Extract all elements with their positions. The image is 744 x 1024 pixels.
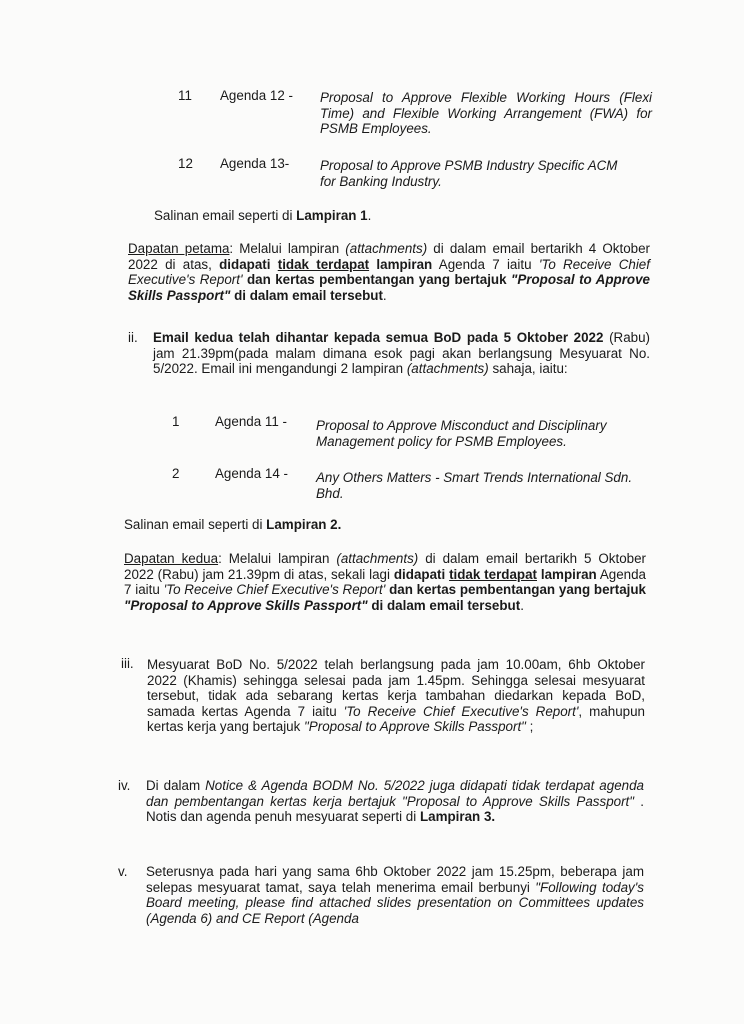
agenda-description: Proposal to Approve PSMB Industry Specific ACM for Banking Industry. <box>320 158 618 189</box>
finding-heading: Dapatan petama <box>128 241 230 256</box>
agenda-label: Agenda 13- <box>220 156 290 171</box>
item-text: Di dalam <box>146 778 206 793</box>
finding-text: di dalam email tersebut <box>230 287 383 303</box>
agenda-label: Agenda 11 - <box>215 414 287 429</box>
item-marker: iii. <box>121 656 134 671</box>
finding-text: lampiran <box>537 566 597 582</box>
finding-text: : Melalui lampiran <box>218 551 337 566</box>
email-copy-text: Salinan email seperti di <box>124 517 267 532</box>
agenda-description: Proposal to Approve Flexible Working Hours (Flexi Time) and Flexible Working Arrangement (FWA) for PSMB Employees. <box>320 90 652 136</box>
item-text: sahaja, iaitu: <box>488 361 568 376</box>
finding-text: Agenda 7 iaitu <box>124 566 646 597</box>
item-text: Notice & Agenda BODM No. 5/2022 juga didapati tidak terdapat agenda dan pembentangan kertas kerja bertajuk "Proposal to Approve Skills Passport" <box>146 778 644 809</box>
item-text: ; <box>525 719 534 734</box>
email-copy-note-1 <box>154 208 371 224</box>
item-iv-paragraph <box>146 778 644 825</box>
agenda-number: 1 <box>172 414 180 429</box>
finding-text: lampiran <box>369 256 433 272</box>
finding-paragraph-2 <box>124 551 646 613</box>
item-ii-paragraph <box>153 330 650 377</box>
item-text: (Rabu) jam 21.39pm(pada malam dimana esok pagi akan berlangsung Mesyuarat No. 5/2022. Email ini mengandungi 2 lampiran <box>153 330 651 376</box>
finding-text: 'To Receive Chief Executive's Report' <box>128 256 650 287</box>
item-v-paragraph <box>146 864 644 926</box>
agenda-number: 12 <box>178 156 193 171</box>
finding-paragraph-1 <box>128 241 650 303</box>
finding-emphasis: tidak terdapat <box>277 256 370 272</box>
finding-text: didapati <box>393 566 450 582</box>
finding-text: di dalam email bertarikh 5 Oktober 2022 (Rabu) jam 21.39pm di atas, sekali lagi <box>124 551 646 582</box>
agenda-label: Agenda 14 - <box>215 466 288 481</box>
agenda-label: Agenda 12 - <box>220 88 293 103</box>
attachment-reference: Lampiran 1 <box>296 208 368 223</box>
email-copy-note-2 <box>124 517 341 533</box>
item-text: . Notis dan agenda penuh mesyuarat seperti di <box>146 793 644 824</box>
item-text: "Following today's Board meeting, please find attached slides presentation on Committees updates (Agenda 6) and CE Report (Agenda <box>146 879 644 926</box>
attachment-reference: Lampiran 2. <box>266 517 342 532</box>
item-text: Seterusnya pada hari yang sama 6hb Oktober 2022 jam 15.25pm, beberapa jam selepas mesyuarat tamat, saya telah menerima email berbunyi <box>146 864 644 895</box>
agenda-description: Proposal to Approve Misconduct and Disciplinary Management policy for PSMB Employees. <box>316 418 607 449</box>
item-text: (attachments) <box>406 361 489 376</box>
item-text: 'To Receive Chief Executive's Report' <box>343 703 579 719</box>
item-text: Email kedua telah dihantar kepada semua BoD pada 5 Oktober 2022 <box>153 330 604 345</box>
finding-title-quote: "Proposal to Approve Skills Passport" <box>124 597 368 613</box>
item-text: "Proposal to Approve Skills Passport" <box>304 719 526 734</box>
finding-emphasis: tidak terdapat <box>449 566 538 582</box>
attachment-reference: Lampiran 3. <box>419 809 496 824</box>
finding-text: di dalam email bertarikh 4 Oktober 2022 di atas, <box>128 241 650 272</box>
item-text: Mesyuarat BoD No. 5/2022 telah berlangsung pada jam 10.00am, 6hb Oktober 2022 (Khamis) sehingga selesai pada jam 1.45pm. Sehingga selesai mesyuarat tersebut, tidak ada sebarang kertas kerja tambahan diedarkan kepada BoD, samada kertas Agenda 7 iaitu <box>147 657 645 719</box>
agenda-number: 11 <box>178 88 192 103</box>
finding-text: dan kertas pembentangan yang bertajuk <box>385 582 646 597</box>
item-marker: ii. <box>128 330 138 345</box>
finding-heading: Dapatan kedua <box>124 551 219 566</box>
finding-text: didapati <box>219 256 278 272</box>
finding-text: (attachments) <box>345 241 428 256</box>
finding-text: : Melalui lampiran <box>229 241 346 256</box>
agenda-description: Any Others Matters - Smart Trends International Sdn. Bhd. <box>316 470 633 501</box>
finding-text: . <box>520 597 524 613</box>
finding-text: 'To Receive Chief Executive's Report' <box>163 582 386 597</box>
item-marker: v. <box>118 864 128 879</box>
finding-text: . <box>382 287 387 303</box>
finding-text: dan kertas pembentangan yang bertajuk <box>242 272 511 287</box>
finding-text: Agenda 7 iaitu <box>432 256 539 272</box>
item-marker: iv. <box>118 778 131 793</box>
agenda-number: 2 <box>172 466 180 481</box>
finding-text: (attachments) <box>336 551 419 566</box>
finding-title-quote: "Proposal to Approve Skills Passport" <box>128 272 650 303</box>
finding-text: di dalam email tersebut <box>367 597 521 613</box>
item-text: , mahupun kertas kerja yang bertajuk <box>147 703 646 734</box>
email-copy-text: Salinan email seperti di <box>154 208 297 223</box>
item-iii-paragraph <box>147 657 645 735</box>
email-copy-suffix: . <box>367 208 372 223</box>
